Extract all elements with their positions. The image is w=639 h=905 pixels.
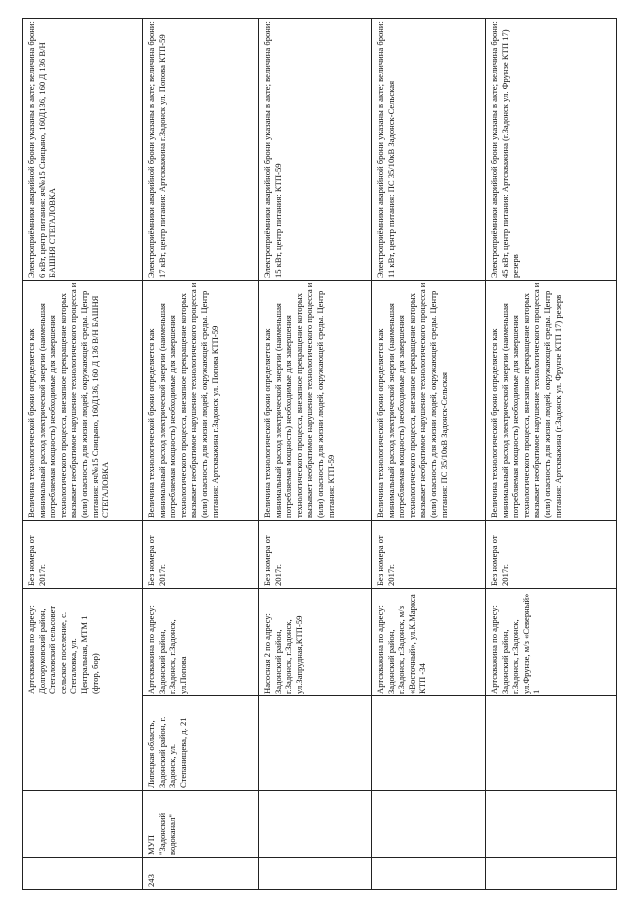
- cell-org-address: [146, 696, 258, 788]
- cell-row-number: [146, 859, 258, 887]
- cell-basis: [262, 282, 368, 518]
- note-text: Электроприёмники аварийной брони указаны в акте; величина брони: 45 кВт, центр питания: Артскважина (г.Задонск ул. Фрунзе КТП 17) резерв: [489, 21, 521, 278]
- cell-note: [26, 20, 140, 278]
- period-text: Без номера от 2017г.: [146, 535, 167, 586]
- cell-basis: [26, 282, 140, 518]
- basis-text: Величина технологической брони определяется как минимальный расход электрической энергии (наименьшая потребляемая мощность) необходимые для завершения технологического процесса, внезапное прекращение которых вызывает необратимое нарушение технологического процесса и (или) опасность для жизни людей, окружающей среды. Центр питания: ПС 35/10кВ Задонск-Сельская: [375, 282, 449, 518]
- table-border-top: [22, 18, 617, 19]
- cell-note: [489, 20, 613, 278]
- note-text: Электроприёмники аварийной брони указаны в акте; величина брони: 15 кВт, центр питания: КТП-59: [262, 21, 283, 278]
- row-separator: [371, 18, 372, 890]
- cell-period: [262, 522, 368, 586]
- column-separator: [22, 790, 617, 791]
- period-text: Без номера от 2017г.: [489, 535, 510, 586]
- row-separator: [485, 18, 486, 890]
- cell-organization: [146, 793, 258, 855]
- cell-period: [375, 522, 481, 586]
- period-text: Без номера от 2017г.: [26, 535, 47, 586]
- object-text: Насосная 2 по адресу: Задонский район, г.Задонск, г.Задонск, ул.Запрудная,КТП-59: [262, 613, 304, 694]
- cell-basis: [375, 282, 481, 518]
- cell-object: [375, 592, 481, 694]
- cell-note: [262, 20, 368, 278]
- note-text: Электроприёмники аварийной брони указаны в акте; величина брони: 11 кВт, центр питания: ПС 35/10кВ Задонск-Сельская: [375, 21, 396, 278]
- object-text: Артскважина по адресу: Задонский район, г.Задонск, г.Задонск, ул.Попова: [146, 605, 188, 694]
- row-separator: [258, 18, 259, 890]
- column-separator: [22, 520, 617, 521]
- cell-period: [26, 522, 138, 586]
- org-address-text: Липецкая область, Задонский район, г. Задонск, ул. Степанищева, д. 21: [146, 716, 188, 788]
- organization-text: МУП "Задонский водоканал": [146, 812, 178, 855]
- period-text: Без номера от 2017г.: [262, 535, 283, 586]
- note-text: Электроприёмники аварийной брони указаны в акте; величина брони: 6 кВт, центр питания: яч№15 Сницыно, 160Д136, 160 Д 136 В/Н БАШНЯ СТЕГАЛОВКА: [26, 21, 58, 278]
- cell-basis: [489, 282, 613, 518]
- cell-object: [489, 592, 613, 694]
- cell-period: [146, 522, 258, 586]
- basis-text: Величина технологической брони определяется как минимальный расход электрической энергии (наименьшая потребляемая мощность) необходимые для завершения технологического процесса, внезапное прекращение которых вызывает необратимое нарушение технологического процесса и (или) опасность для жизни людей, окружающей среды. Центр питания: яч№15 Сницыно, 160Д136, 160 Д 136 В/Н БАШНЯ СТЕГАЛОВКА: [26, 282, 111, 518]
- table-border-bottom: [22, 889, 617, 890]
- cell-note: [146, 20, 258, 278]
- cell-object: [146, 592, 258, 694]
- basis-text: Величина технологической брони определяется как минимальный расход электрической энергии (наименьшая потребляемая мощность) необходимые для завершения технологического процесса, внезапное прекращение которых вызывает необратимое нарушение технологического процесса и (или) опасность для жизни людей, окружающей среды. Центр питания: Артскважина г.Задонск ул. Попова КТП-59: [146, 282, 220, 518]
- object-text: Артскважина по адресу: Задонский район, г.Задонск, г.Задонск, м/з «Восточный», ул.К.Маркса КТП -34: [375, 594, 428, 694]
- table-border-right: [616, 18, 617, 890]
- basis-text: Величина технологической брони определяется как минимальный расход электрической энергии (наименьшая потребляемая мощность) необходимые для завершения технологического процесса, внезапное прекращение которых вызывает необратимое нарушение технологического процесса и (или) опасность для жизни людей, окружающей среды. Центр питания: КТП-59: [262, 282, 336, 518]
- cell-object: [262, 592, 368, 694]
- column-separator: [22, 280, 617, 281]
- table-border-left: [22, 18, 23, 890]
- object-text: Артскважина по адресу: Долгоруковский район, Стегаловский сельсовет сельское поселение, с. Стегаловка, ул. Центральная, МТМ 1 (фтор, бор): [26, 605, 100, 694]
- period-text: Без номера от 2017г.: [375, 535, 396, 586]
- object-text: Артскважина по адресу: Задонский район, г.Задонск, г.Задонск, ул.Фрунзе, м/з «Северный» 1: [489, 593, 542, 694]
- note-text: Электроприёмники аварийной брони указаны в акте; величина брони: 17 кВт, центр питания: Артскважина г.Задонск ул. Попова КТП-59: [146, 21, 167, 278]
- column-separator: [22, 588, 617, 589]
- cell-basis: [146, 282, 258, 518]
- column-separator: [22, 857, 617, 858]
- row-separator: [142, 18, 143, 890]
- cell-note: [375, 20, 481, 278]
- row-number-text: 243: [146, 874, 156, 887]
- basis-text: Величина технологической брони определяется как минимальный расход электрической энергии (наименьшая потребляемая мощность) необходимые для завершения технологического процесса, внезапное прекращение которых вызывает необратимое нарушение технологического процесса и (или) опасность для жизни людей, окружающей среды. Центр питания: Артскважина (г.Задонск ул. Фрунзе КТП 17) резерв: [489, 282, 563, 518]
- cell-object: [26, 592, 138, 694]
- cell-period: [489, 522, 613, 586]
